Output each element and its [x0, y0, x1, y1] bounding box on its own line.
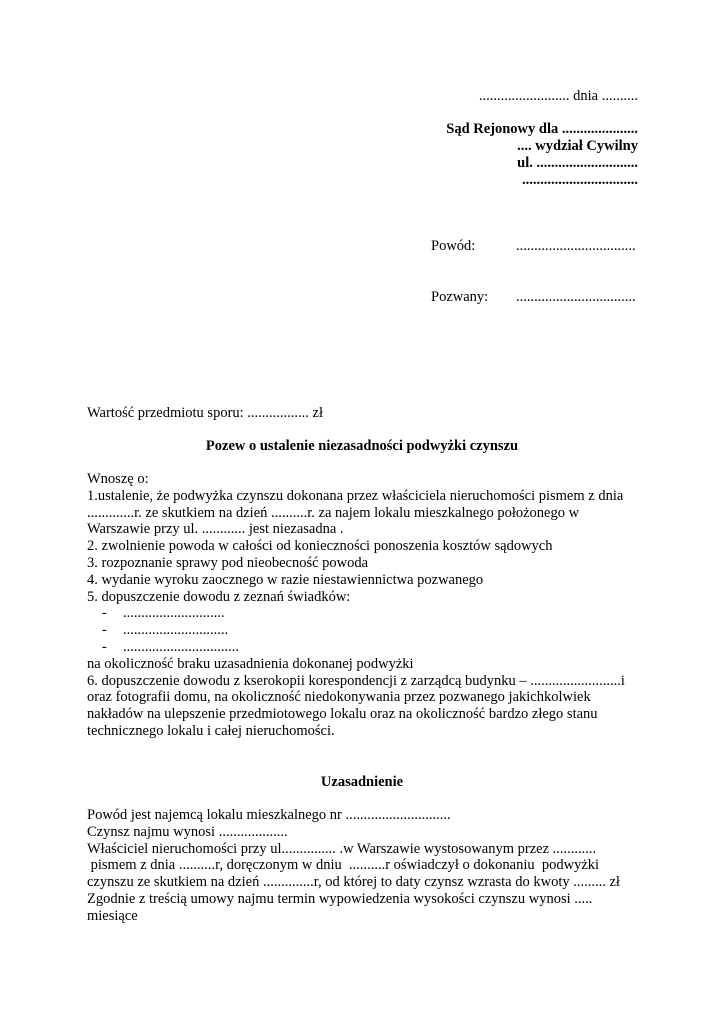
- date-line: ......................... dnia ..........: [478, 88, 638, 104]
- dash-bullet: -: [102, 622, 107, 639]
- request-line: 6. dopuszczenie dowodu z kserokopii korespondencji z zarządcą budynku – .........................i: [87, 672, 625, 689]
- plaintiff-value: .................................: [516, 238, 636, 254]
- request-line: 2. zwolnienie powoda w całości od konieczności ponoszenia kosztów sądowych: [87, 538, 553, 555]
- witness-item: [87, 605, 647, 622]
- request-line: oraz fotografii domu, na okoliczność niedokonywania przez pozwanego jakichkolwiek: [87, 689, 591, 706]
- justification-line: Czynsz najmu wynosi ...................: [87, 823, 288, 840]
- witness-item: [87, 622, 647, 639]
- requests-intro: Wnoszę o:: [87, 471, 149, 487]
- dash-bullet: -: [102, 638, 107, 655]
- request-line: 3. rozpoznanie sprawy pod nieobecność powoda: [87, 554, 369, 571]
- court-street: ul. ............................: [517, 155, 638, 171]
- request-line: 4. wydanie wyroku zaocznego w razie niestawiennictwa pozwanego: [87, 571, 484, 588]
- justification-line: pismem z dnia ..........r, doręczonym w dniu ..........r oświadczył o dokonaniu podwyżki: [87, 857, 600, 874]
- witness-value: ............................: [123, 605, 225, 622]
- requests-section: [87, 471, 647, 740]
- dash-bullet: -: [102, 605, 107, 622]
- request-line: .............r. ze skutkiem na dzień ..........r. za najem lokalu mieszkalnego położonego w: [87, 504, 580, 521]
- court-division: .... wydział Cywilny: [517, 138, 638, 154]
- plaintiff-label: Powód:: [431, 238, 476, 254]
- justification-section: [87, 807, 647, 925]
- court-address: ................................: [522, 172, 638, 188]
- justification-line: miesiące: [87, 907, 138, 924]
- defendant-value: .................................: [516, 289, 636, 305]
- court-name: Sąd Rejonowy dla .....................: [446, 121, 638, 137]
- witness-item: [87, 639, 647, 656]
- request-line: na okoliczność braku uzasadnienia dokonanej podwyżki: [87, 655, 414, 672]
- request-line: Warszawie przy ul. ............ jest niezasadna .: [87, 521, 344, 538]
- request-line: 5. dopuszczenie dowodu z zeznań świadków:: [87, 588, 351, 605]
- justification-line: czynszu ze skutkiem na dzień ..............r, od której to daty czynsz wzrasta do kwoty ......... zł: [87, 874, 620, 891]
- defendant-label: Pozwany:: [431, 289, 489, 305]
- request-line: technicznego lokalu i całej nieruchomości.: [87, 722, 335, 739]
- justification-line: Powód jest najemcą lokalu mieszkalnego nr .............................: [87, 807, 451, 823]
- justification-heading: Uzasadnienie: [320, 774, 404, 790]
- justification-line: Zgodnie z treścią umowy najmu termin wypowiedzenia wysokości czynszu wynosi .....: [87, 890, 593, 907]
- request-line: nakładów na ulepszenie przedmiotowego lokalu oraz na okoliczność bardzo złego stanu: [87, 706, 598, 723]
- document-title: Pozew o ustalenie niezasadności podwyżki czynszu: [205, 438, 519, 454]
- witness-value: ................................: [123, 638, 239, 655]
- request-line: 1.ustalenie, że podwyżka czynszu dokonana przez właściciela nieruchomości pismem z dnia: [87, 487, 624, 504]
- witness-value: .............................: [123, 622, 229, 639]
- dispute-value: Wartość przedmiotu sporu: ................. zł: [87, 405, 324, 421]
- justification-line: Właściciel nieruchomości przy ul............... .w Warszawie wystosowanym przez ............: [87, 840, 597, 857]
